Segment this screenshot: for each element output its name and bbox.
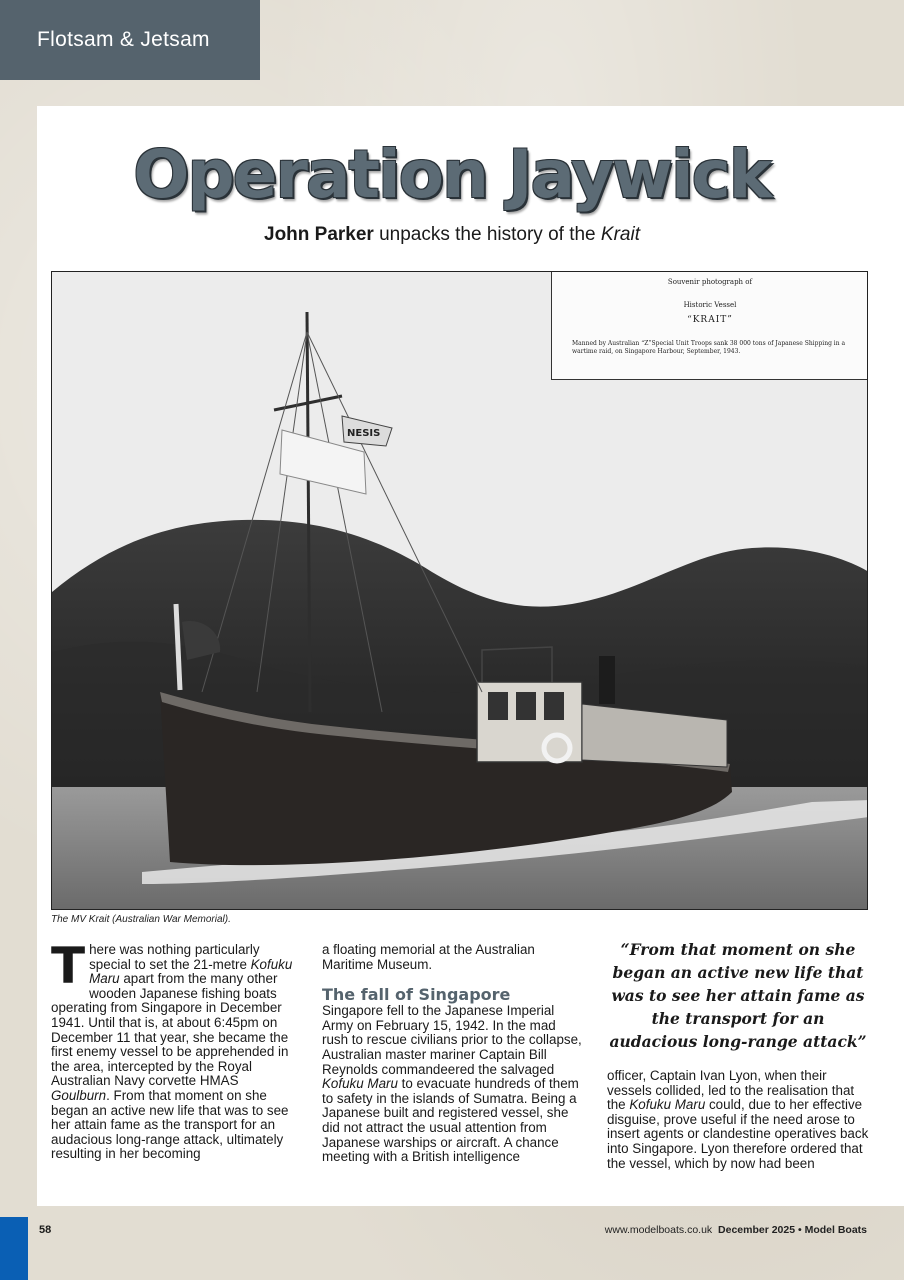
standfirst — [37, 224, 867, 246]
page-number: 58 — [39, 1224, 52, 1236]
text-run-italic: Kofuku Maru — [322, 1076, 398, 1092]
souvenir-line1: Souvenir photograph of — [667, 278, 753, 286]
flag-text: NESIS — [347, 428, 381, 439]
funnel — [599, 656, 615, 704]
text-run-italic: Kofuku Maru — [629, 1097, 706, 1113]
text-run-italic: Kofuku Maru — [89, 956, 293, 987]
souvenir-line2: Historic Vessel — [683, 301, 737, 309]
paragraph — [322, 1004, 584, 1165]
text-run: officer, Captain Ivan Lyon, when their vessels collided, led to the realisation that the — [607, 1068, 855, 1113]
folio — [605, 1224, 867, 1236]
ship-name: Krait — [600, 224, 640, 245]
standfirst-text: unpacks the history of the — [373, 224, 601, 245]
paragraph — [51, 937, 299, 1162]
text-run: could, due to her effective disguise, prove useful if the need arose to insert agents or clandestine operatives back into Singapore. Lyon therefore ordered that the vessel, which by now had been — [607, 1097, 869, 1171]
wheelhouse-window — [516, 692, 536, 720]
section-label: Flotsam & Jetsam — [0, 0, 260, 80]
paragraph: a floating memorial at the Australian Maritime Museum. — [322, 942, 535, 972]
column-1 — [51, 937, 299, 1162]
text-run: apart from the many other wooden Japanese fishing boats operating from Singapore in December 1941. Until that is, at about 6:45pm on December 11 that year, she became the first enemy vessel to be apprehended in the area, intercepted by the Royal Australian Navy corvette HMAS — [51, 971, 289, 1089]
souvenir-label — [551, 272, 868, 380]
issue-label: December 2025 • Model Boats — [718, 1224, 867, 1236]
author-name: John Parker — [264, 224, 374, 245]
page-edge-tab — [0, 1217, 28, 1280]
souvenir-vessel-name: “KRAIT” — [687, 315, 733, 325]
paragraph — [607, 1069, 869, 1171]
wheelhouse-window — [488, 692, 508, 720]
subheading: The fall of Singapore — [322, 985, 511, 1005]
text-run: here was nothing particularly special to set the 21-metre — [89, 942, 260, 972]
text-run: Singapore fell to the Japanese Imperial Army on February 15, 1942. In the mad rush to rescue civilians prior to the collapse, Australian master mariner Captain Bill Reynolds commandeered the salvaged — [322, 1003, 582, 1077]
text-run-italic: Goulburn — [51, 1087, 107, 1103]
pull-quote: “From that moment on she began an active new life that was to see her attain fame as the transport for an audacious long-range attack” — [609, 940, 867, 1051]
column-2 — [322, 943, 584, 1165]
text-run: . From that moment on she began an active new life that was to see her attain fame as the transport for an audacious long-range attack, ultimately resulting in her becoming — [51, 1087, 289, 1162]
text-run: to evacuate hundreds of them to safety in the islands of Sumatra. Being a Japanese built and registered vessel, she did not attract the usual attention from Japanese warships or aircraft. A chance meeting with a British intelligence — [322, 1076, 579, 1165]
website: www.modelboats.co.uk — [604, 1224, 713, 1236]
drop-cap: T — [51, 937, 86, 995]
column-3 — [607, 1069, 869, 1171]
article-title: Operation Jaywick — [133, 136, 771, 213]
photo-caption: The MV Krait (Australian War Memorial). — [51, 914, 231, 925]
souvenir-description: Manned by Australian “Z”Special Unit Troops sank 38 000 tons of Japanese Shipping in a wartime raid, on Singapore Harbour, September, 1943. — [572, 340, 846, 355]
krait-photo — [51, 271, 868, 910]
wheelhouse-window — [544, 692, 564, 720]
